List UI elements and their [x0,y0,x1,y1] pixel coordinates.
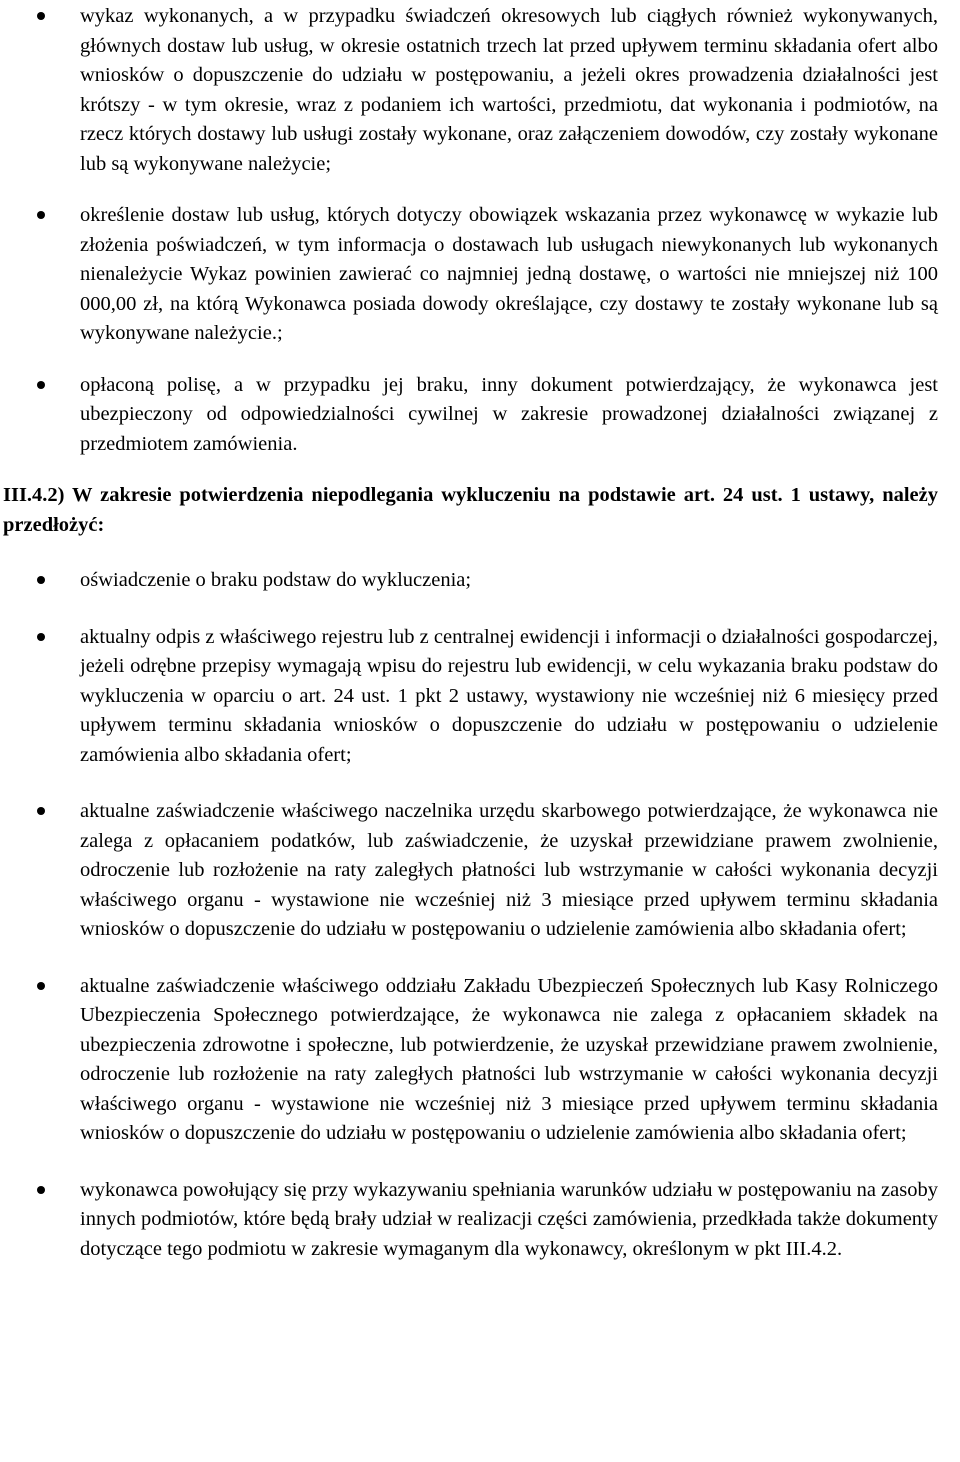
list-item [0,2,938,179]
list-item-text: aktualne zaświadczenie właściwego naczelnika urzędu skarbowego potwierdzające, że wykonawca nie zalega z opłacaniem podatków, lub zaświadczenie, że uzyskał przewidziane prawem zwolnienie, odroczenie lub rozłożenie na raty zaległych płatności lub wstrzymanie w całości wykonania decyzji właściwego organu - wystawione nie wcześniej niż 3 miesiące przed upływem terminu składania wniosków o dopuszczenie do udziału w postępowaniu o udzielenie zamówienia albo składania ofert; [80,800,938,940]
bullet-icon [37,12,45,20]
list-item-text: aktualne zaświadczenie właściwego oddziału Zakładu Ubezpieczeń Społecznych lub Kasy Rolniczego Ubezpieczenia Społecznego potwierdzające, że wykonawca nie zalega z opłacaniem składek na ubezpieczenia zdrowotne i społeczne, lub potwierdzenie, że uzyskał przewidziane prawem zwolnienie, odroczenie lub rozłożenie na raty zaległych płatności lub wstrzymanie w całości wykonania decyzji właściwego organu - wystawione nie wcześniej niż 3 miesiące przed upływem terminu składania wniosków o dopuszczenie do udziału w postępowaniu o udzielenie zamówienia albo składania ofert; [80,974,938,1144]
bullet-icon [37,211,45,219]
bullet-icon [37,633,45,641]
list-item [0,797,938,945]
bullet-icon [37,982,45,990]
section-heading: III.4.2) W zakresie potwierdzenia niepodlegania wykluczeniu na podstawie art. 24 ust. 1 ustawy, należy przedłożyć: [3,484,938,536]
list-item [0,566,938,596]
list-item [0,623,938,771]
list-item [0,201,938,349]
list-item [0,1176,938,1265]
bullet-icon [37,807,45,815]
list-item-text: określenie dostaw lub usług, których dotyczy obowiązek wskazania przez wykonawcę w wykazie lub złożenia poświadczeń, w tym informacja o dostawach lub usługach niewykonanych lub wykonanych nienależycie Wykaz powinien zawierać co najmniej jedną dostawę, o wartości nie mniejszej niż 100 000,00 zł, na którą Wykonawca posiada dowody określające, czy dostawy te zostały wykonane lub są wykonywane należycie.; [80,204,938,344]
list-item-text: aktualny odpis z właściwego rejestru lub z centralnej ewidencji i informacji o działalności gospodarczej, jeżeli odrębne przepisy wymagają wpisu do rejestru lub ewidencji, w celu wykazania braku podstaw do wykluczenia w oparciu o art. 24 ust. 1 pkt 2 ustawy, wystawiony nie wcześniej niż 6 miesięcy przed upływem terminu składania wniosków o dopuszczenie do udziału w postępowaniu o udzielenie zamówienia albo składania ofert; [80,625,938,766]
list-item-text: wykaz wykonanych, a w przypadku świadczeń okresowych lub ciągłych również wykonywanych, głównych dostaw lub usług, w okresie ostatnich trzech lat przed upływem terminu składania ofert albo wniosków o dopuszczenie do udziału w postępowaniu, a jeżeli okres prowadzenia działalności jest krótszy - w tym okresie, wraz z podaniem ich wartości, przedmiotu, dat wykonania i podmiotów, na rzecz których dostawy lub usługi zostały wykonane, oraz załączeniem dowodów, czy zostały wykonane lub są wykonywane należycie; [80,5,938,175]
requirements-list-exclusion [0,566,938,1264]
requirements-list-qualifications [0,0,938,459]
list-item-text: wykonawca powołujący się przy wykazywaniu spełniania warunków udziału w postępowaniu na zasoby innych podmiotów, które będą brały udział w realizacji części zamówienia, przedkłada także dokumenty dotyczące tego podmiotu w zakresie wymaganym dla wykonawcy, określonym w pkt III.4.2. [80,1178,938,1260]
list-item-text: oświadczenie o braku podstaw do wykluczenia; [80,569,472,591]
bullet-icon [37,1186,45,1194]
list-item-text: opłaconą polisę, a w przypadku jej braku, inny dokument potwierdzający, że wykonawca jest ubezpieczony od odpowiedzialności cywilnej w zakresie prowadzonej działalności związanej z przedmiotem zamówienia. [80,373,938,455]
bullet-icon [37,576,45,584]
list-item [0,972,938,1149]
bullet-icon [37,381,45,389]
list-item [0,371,938,460]
